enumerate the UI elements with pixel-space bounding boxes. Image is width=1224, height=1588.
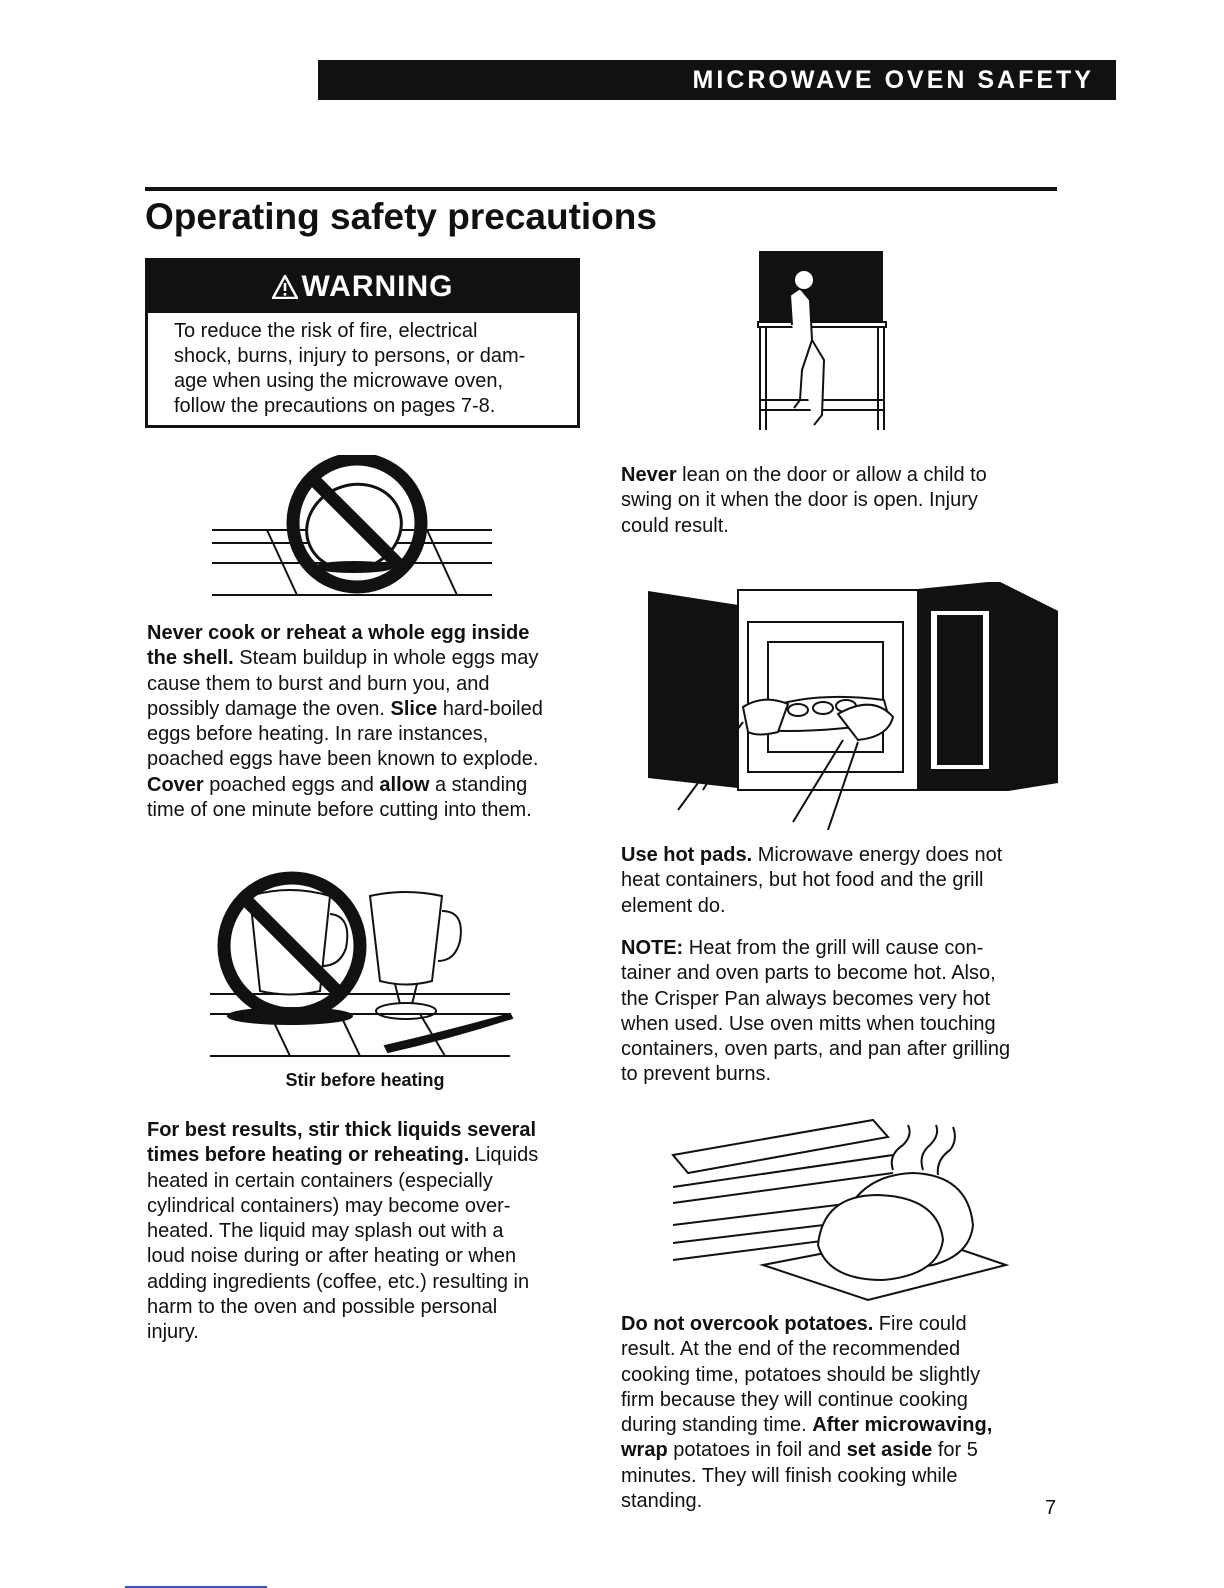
text-run: heat containers, but hot food and the grill [621,869,984,892]
text-run: element do. [621,894,726,917]
note-text [621,936,1061,1088]
text-line [621,987,1061,1012]
text-run: tainer and oven parts to become hot. Also, [621,962,996,985]
text-run: a standing [429,773,528,796]
bold-run: wrap [621,1439,668,1462]
text-run: minutes. They will finish cooking while [621,1464,958,1487]
text-run: the Crisper Pan always becomes very hot [621,987,991,1010]
note-paragraph [621,936,1061,1088]
text-run: potatoes in foil and [667,1439,847,1462]
text-run: poached eggs and [203,773,380,796]
text-run: heated in certain containers (especially [147,1169,493,1192]
egg-text [147,621,587,823]
text-run: cause them to burst and burn you, and [147,672,490,695]
text-run: for 5 [932,1439,978,1462]
text-run: during standing time. [621,1414,813,1437]
stir-text [147,1118,587,1346]
text-line [147,1270,587,1295]
text-line [147,1194,587,1219]
text-line [147,1320,587,1345]
text-run: Fire could [873,1313,967,1335]
text-run: hard-boiled [437,697,543,720]
text-line [147,722,587,747]
text-line [621,1464,1061,1489]
bold-run: Do not overcook potatoes. [621,1313,874,1335]
title-rule [145,187,1057,191]
text-line [147,621,587,646]
potato-text [621,1312,1061,1514]
text-line [621,1489,1061,1514]
text-run: to prevent burns. [621,1063,772,1086]
door-paragraph [621,463,1061,539]
no-whole-egg-illustration [212,455,494,605]
door-text [621,463,1061,539]
text-line [147,1295,587,1320]
warning-line: follow the precautions on pages 7-8. [174,395,496,417]
text-run: firm because they will continue cooking [621,1388,968,1411]
bold-run: allow [379,773,430,796]
text-line [147,1118,587,1143]
text-line [147,747,587,772]
bold-run: For best results, stir thick liquids several [147,1119,537,1141]
text-line [621,843,1061,868]
text-run: lean on the door or allow a child to [676,464,987,486]
bold-run: NOTE: [621,937,684,959]
text-line [621,488,1061,513]
warning-line: To reduce the risk of fire, electrical [174,320,478,342]
text-line [147,672,587,697]
text-run: adding ingredients (coffee, etc.) resulting in [147,1270,530,1293]
warning-triangle-icon [272,275,298,299]
bold-run: Cover [147,773,204,796]
text-line [621,894,1061,919]
text-run: swing on it when the door is open. Injury [621,489,978,512]
text-line [621,1337,1061,1362]
text-line [621,1413,1061,1438]
text-line [621,514,1061,539]
text-run: harm to the oven and possible personal [147,1296,498,1319]
text-run: result. At the end of the recommended [621,1338,961,1361]
text-line [621,1312,1061,1337]
text-run: loud noise during or after heating or when [147,1245,517,1268]
bold-run: set aside [846,1439,933,1462]
bold-run: Use hot pads. [621,844,753,866]
text-line [621,1388,1061,1413]
hot-pads-paragraph [621,843,1061,919]
text-line [621,1363,1061,1388]
text-line [621,1062,1061,1087]
text-run: poached eggs have been known to explode. [147,748,539,771]
text-line [147,697,587,722]
child-swinging-on-door-illustration [752,250,892,445]
stir-caption: Stir before heating [285,1070,445,1090]
bold-run: Slice [390,697,438,720]
warning-heading: WARNING [301,270,454,303]
text-run: Steam buildup in whole eggs may [233,647,539,670]
stir-paragraph [147,1118,587,1346]
warning-line: shock, burns, injury to persons, or dam- [174,345,526,367]
bold-run: After microwaving, [812,1414,993,1437]
warning-text [148,313,577,419]
text-run: time of one minute before cutting into them. [147,799,532,822]
text-line [147,1244,587,1269]
text-line [621,961,1061,986]
page-title: Operating safety precautions [145,196,657,237]
text-run: containers, oven parts, and pan after grilling [621,1038,1011,1061]
warning-box [145,258,580,428]
text-run: Microwave energy does not [752,844,1003,866]
section-header-bar [318,60,1116,100]
text-run: Heat from the grill will cause con- [683,937,984,959]
text-run: when used. Use oven mitts when touching [621,1012,996,1035]
text-run: Liquids [469,1144,539,1167]
text-line [147,1219,587,1244]
hot-pads-text [621,843,1061,919]
text-run: eggs before heating. In rare instances, [147,723,489,746]
text-run: cylindrical containers) may become over- [147,1194,511,1217]
text-line [621,936,1061,961]
warning-line: age when using the microwave oven, [174,370,504,392]
bold-run: Never [621,464,677,486]
text-line [621,1037,1061,1062]
warning-header [148,261,577,313]
potatoes-on-grill-illustration [668,1115,1013,1310]
text-run: cooking time, potatoes should be slightly [621,1363,981,1386]
text-line [147,798,587,823]
potato-paragraph [621,1312,1061,1514]
page-number: 7 [1045,1497,1057,1519]
bold-run: Never cook or reheat a whole egg inside [147,622,530,644]
text-line [147,1143,587,1168]
text-line [147,773,587,798]
hot-pads-removing-dish-illustration [648,582,1058,830]
text-line [147,1169,587,1194]
text-line [621,463,1061,488]
text-run: could result. [621,514,729,537]
text-run: injury. [147,1321,199,1344]
text-line [621,1012,1061,1037]
text-run: possibly damage the oven. [147,697,391,720]
text-line [621,1438,1061,1463]
text-run: heated. The liquid may splash out with a [147,1220,504,1243]
text-line [147,646,587,671]
egg-paragraph [147,621,587,823]
stir-before-heating-mugs-illustration [210,866,530,1066]
text-line [621,868,1061,893]
bold-run: times before heating or reheating. [147,1144,470,1167]
text-run: standing. [621,1490,703,1513]
section-label: MICROWAVE OVEN SAFETY [692,66,1094,94]
bold-run: the shell. [147,647,234,670]
